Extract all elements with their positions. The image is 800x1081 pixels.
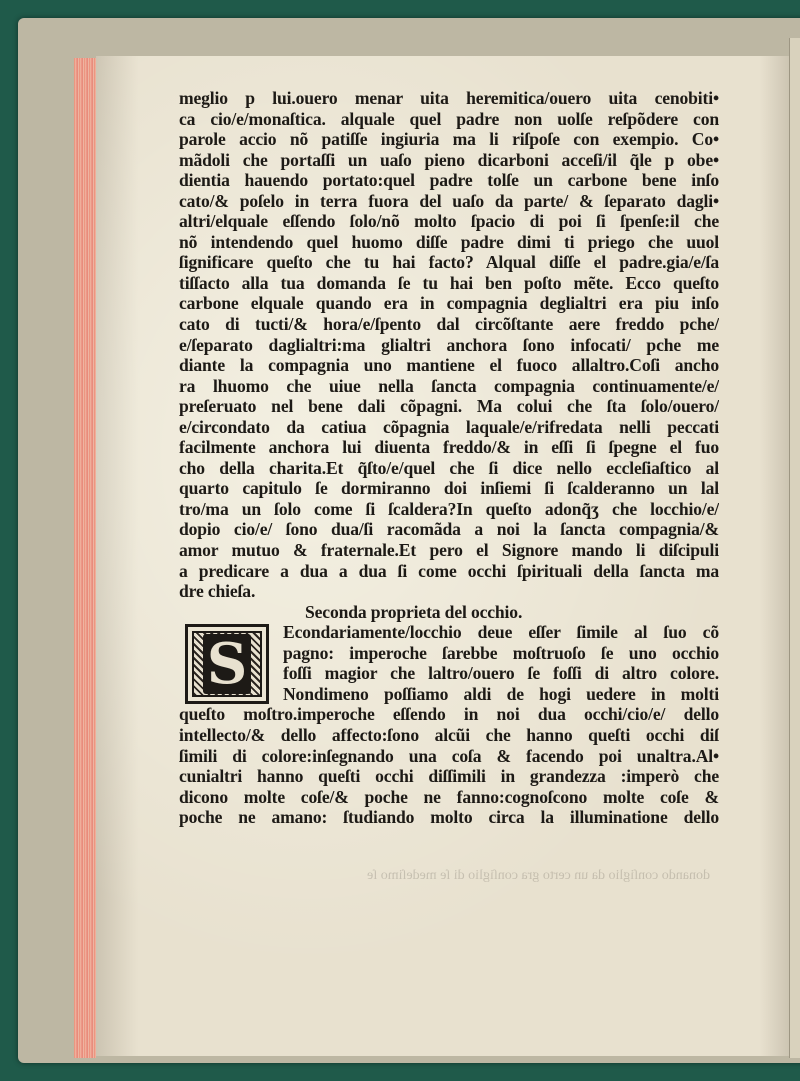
page-edge [74,58,96,1058]
text-line: cato/& poſelo in terra fuora del uaſo da parte/ & ſeparato dagli• [179,190,719,211]
text-line: dientia hauendo portato:quel padre tolſe un carbone bene inſo [179,170,719,191]
text-line: cho della charita.Et q̃ſto/e/quel che ſi dice nello eccleſiaſtico al [179,457,719,478]
show-through-text: donando conſiglio da un certo gra conſiglio di ſe medeſimo ſe [367,868,710,883]
text-line: altri/elquale eſſendo ſolo/nõ molto ſpacio di poi ſi ſpenſe:il che [179,211,719,232]
text-block [179,88,719,828]
decorated-initial [185,624,269,704]
text-line: cunialtri hanno queſti occhi diſſimili in grandezza :imperò che [179,766,719,787]
text-line: poche ne amano: ſtudiando molto circa la illuminatione dello [179,807,719,828]
text-line: Econdariamente/locchio deue eſſer ſimile al ſuo cõ [283,622,719,643]
paragraph-two-continued [179,704,719,827]
text-line: parole accio nõ patiſſe ingiuria ma li riſpoſe con exempio. Co• [179,129,719,150]
text-line: queſto moſtro.imperoche eſſendo in noi dua occhi/cio/e/ dello [179,704,719,725]
text-line: carbone elquale quando era in compagnia deglialtri era piu inſo [179,293,719,314]
text-line: e/ſeparato daglialtri:ma glialtri anchora ſono infocati/ pche me [179,334,719,355]
initial-border [192,631,262,697]
text-line: foſſi magior che laltro/ouero ſe foſſi di altro colore. [283,663,719,684]
text-line: tiſſacto alla tua domanda ſe tu hai ben poſto mẽte. Ecco queſto [179,272,719,293]
next-page-edge [789,38,800,1058]
text-line: diante la compagnia uno mantiene el fuoco allaltro.Coſi ancho [179,355,719,376]
text-line: cato di tucti/& hora/e/ſpento dal circõſtante aere freddo pche/ [179,314,719,335]
text-line: amor mutuo & fraternale.Et pero el Signore mando li diſcipuli [179,540,719,561]
text-line: pagno: imperoche ſarebbe moſtruoſo ſe uno occhio [283,642,719,663]
section-heading: Seconda proprieta del occhio. [305,601,523,622]
text-line: ra lhuomo che uiue nella ſancta compagnia continuamente/e/ [179,375,719,396]
paragraph-two [179,622,719,704]
text-line: quarto capitulo ſe dormiranno doi inſiemi ſi ſcalderanno un lal [179,478,719,499]
text-line: meglio p lui.ouero menar uita heremitica/ouero uita cenobiti• [179,88,719,108]
text-line: tro/ma un ſolo come ſi ſcaldera?In queſto adonq̃ʒ che locchio/e/ [179,498,719,519]
text-line: dicono molte coſe/& poche ne fanno:cognoſcono molte coſe & [179,786,719,807]
text-line: Nondimeno poſſiamo aldi de hogi uedere in molti [283,683,719,704]
text-line: ſignificare queſto che tu hai facto? Alqual diſſe el padre.gia/e/ſa [179,252,719,273]
paragraph-one [179,88,719,602]
text-line: intellecto/& dello affecto:ſono alcũi che hanno queſti occhi diſ [179,724,719,745]
text-line: ca cio/e/monaſtica. alquale quel padre non uolſe reſpõdere con [179,108,719,129]
initial-letter: S [203,634,251,694]
text-line: facilmente anchora lui diuenta freddo/& in eſſi ſi ſpegne el fuo [179,437,719,458]
text-line: e/circondato da catiua cõpagnia laquale/e/rifredata nelli peccati [179,416,719,437]
text-line: mãdoli che portaſſi un uaſo pieno dicarboni acceſi/il q̃le p obe• [179,149,719,170]
text-line: dopio cio/e/ ſono dua/ſi racomãda a noi la ſancta compagnia/& [179,519,719,540]
text-line: ſimili di colore:inſegnando una coſa & facendo poi unaltra.Al• [179,745,719,766]
text-line: dre chieſa. [179,581,256,602]
text-line: preſeruato nel bene dali cõpagni. Ma colui che ſta ſolo/ouero/ [179,396,719,417]
text-line: a predicare a dua a dua ſi come occhi ſpirituali della ſancta ma [179,560,719,581]
text-line: nõ intendendo quel huomo diſſe padre dimi ti priego che uuol [179,231,719,252]
